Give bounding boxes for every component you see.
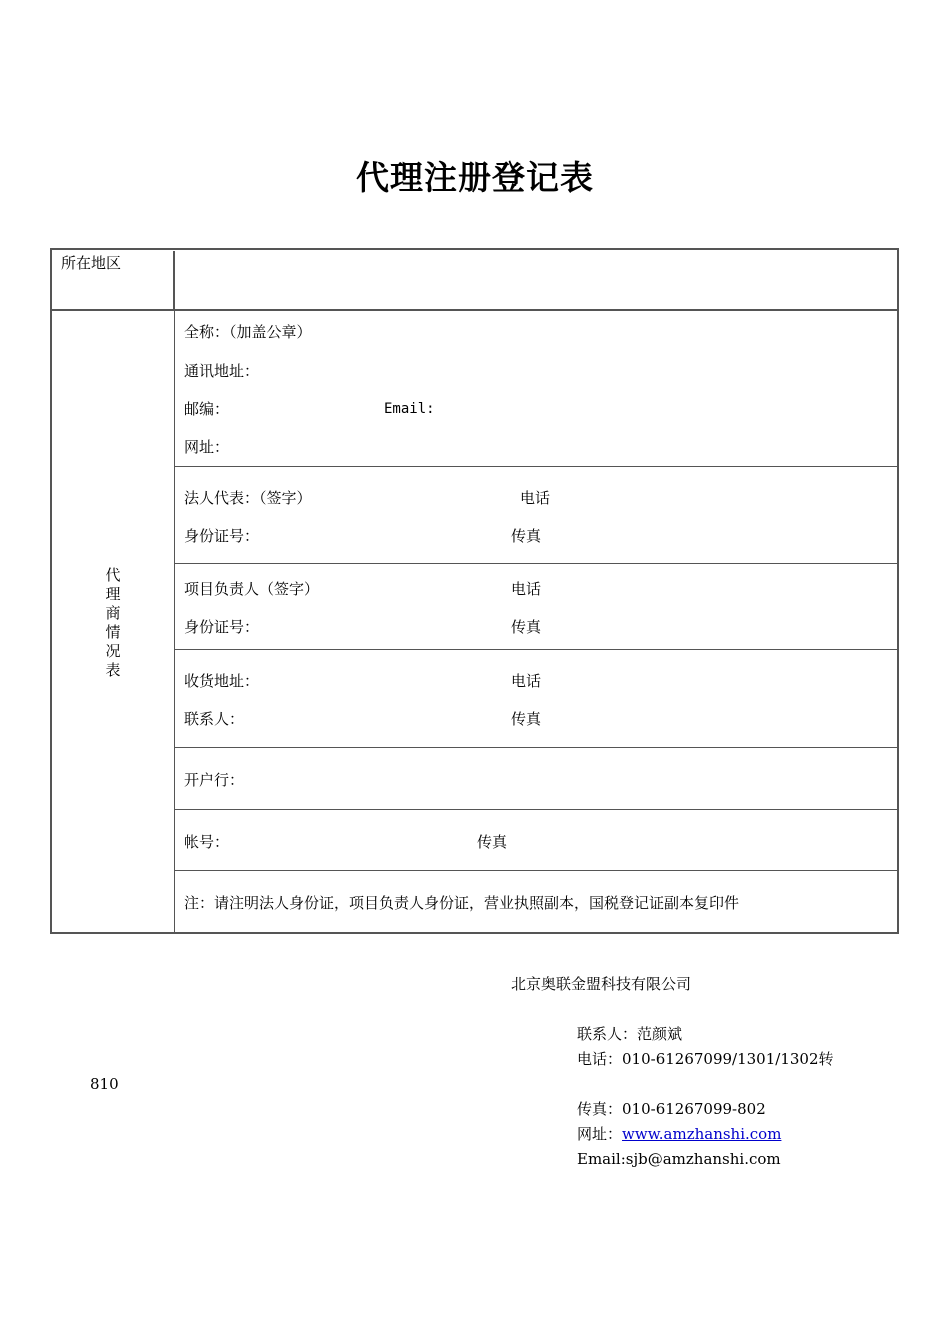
company-name: 北京奥联金盟科技有限公司: [511, 975, 692, 993]
project-lead-label: 项目负责人（签字）: [184, 580, 320, 598]
legal-rep-id-label: 身份证号：: [184, 527, 260, 545]
postcode-label: 邮编：: [184, 400, 230, 418]
delivery-address-label: 收货地址：: [184, 672, 260, 690]
footer-phone: 电话：010-61267099/1301/1302转: [577, 1050, 834, 1068]
project-lead-id-label: 身份证号：: [184, 618, 260, 636]
row-divider-company: [175, 466, 898, 467]
delivery-phone-label: 电话: [511, 672, 542, 690]
row-divider-project: [175, 649, 898, 650]
footer-website: [577, 1125, 781, 1143]
region-label: 所在地区: [61, 254, 122, 272]
footer-contact: 联系人：范颜斌: [577, 1025, 683, 1043]
legal-rep-phone-label: 电话: [520, 489, 551, 507]
project-lead-phone-label: 电话: [511, 580, 542, 598]
full-name-label: 全称：（加盖公章）: [184, 323, 312, 341]
footer-phone-ext: 810: [90, 1075, 119, 1093]
footer-fax: 传真：010-61267099-802: [577, 1100, 766, 1118]
bank-label: 开户行：: [184, 771, 245, 789]
legal-rep-fax-label: 传真: [511, 527, 542, 545]
account-fax-label: 传真: [477, 833, 508, 851]
legal-rep-label: 法人代表：（签字）: [184, 489, 312, 507]
project-lead-fax-label: 传真: [511, 618, 542, 636]
column-divider-main: [174, 311, 175, 933]
registration-form-table: [50, 248, 899, 934]
website-label: 网址：: [184, 438, 230, 456]
page-title: 代理注册登记表: [356, 158, 594, 197]
account-label: 帐号：: [184, 833, 230, 851]
column-divider-region: [173, 251, 175, 309]
row-divider-legal: [175, 563, 898, 564]
row-divider-region: [52, 309, 898, 311]
form-note: 注：请注明法人身份证，项目负责人身份证，营业执照副本，国税登记证副本复印件: [184, 894, 740, 912]
delivery-fax-label: 传真: [511, 710, 542, 728]
row-divider-delivery: [175, 747, 898, 748]
footer-website-link[interactable]: www.amzhanshi.com: [622, 1125, 782, 1143]
footer-email: Email:sjb@amzhanshi.com: [577, 1150, 781, 1168]
address-label: 通讯地址：: [184, 362, 260, 380]
agent-section-label: 代理商情况表: [105, 566, 121, 679]
row-divider-bank: [175, 809, 898, 810]
row-divider-account: [175, 870, 898, 871]
footer-website-label: 网址：: [577, 1125, 623, 1143]
email-label: Email:: [384, 401, 435, 417]
contact-label: 联系人：: [184, 710, 245, 728]
